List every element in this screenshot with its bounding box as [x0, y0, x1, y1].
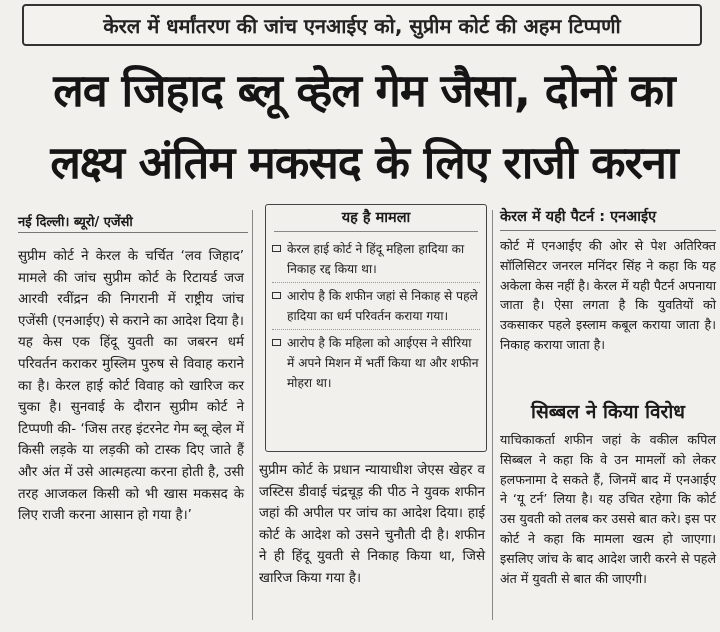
right-subheading: सिब्बल ने किया विरोध: [531, 401, 685, 423]
box-item: [272, 236, 480, 283]
right-body-text-lower: याचिकाकर्ता शफीन जहां के वकील कपिल सिब्बल ने कहा कि वे उन मामलों को लेकर हलफनामा दे सकते हैं, जिनमें बाद में एनआईए ने ‘यू टर्न’ लिया है। यह उचित रहेगा कि कोर्ट उस युवती को तलब कर उससे बात करे। इस पर कोर्ट ने कहा कि मामला खत्म हो जाएगा। इसलिए जांच के बाद आदेश जारी करने से पहले अंत में युवती से बात की जाएगी।: [500, 432, 716, 586]
box-item-text: आरोप है कि शफीन जहां से निकाह से पहले हादिया का धर्म परिवर्तन कराया गया।: [287, 289, 478, 323]
kicker-strap: केरल में धर्मांतरण की जांच एनआईए को, सुप्रीम कोर्ट की अहम टिप्पणी: [22, 4, 702, 46]
column-divider: [492, 210, 493, 620]
headline: [14, 54, 714, 198]
headline-line-1: लव जिहाद ब्लू व्हेल गेम जैसा, दोनों का: [53, 64, 675, 117]
left-body-text: सुप्रीम कोर्ट ने केरल के चर्चित ‘लव जिहाद’ मामले की जांच सुप्रीम कोर्ट के रिटायर्ड जज आरवी रवींद्रन की निगरानी में राष्ट्रीय जांच एजेंसी (एनआईए) से कराने का आदेश दिया है। यह केस एक हिंदू युवती का जबरन धर्म परिवर्तन कराकर मुस्लिम पुरुष से विवाह कराने का है। केरल हाई कोर्ट विवाह को खारिज कर चुका है। सुनवाई के दौरान सुप्रीम कोर्ट ने टिप्पणी की- ‘जिस तरह इंटरनेट गेम ब्लू व्हेल में किसी लड़के या लड़की को टास्क दिए जाते हैं और अंत में उसे आत्महत्या करना होती है, उसी तरह आजकल किसी को भी खास मकसद के लिए राजी करना आसान हो गया है।’: [18, 249, 244, 524]
headline-line-2: लक्ष्य अंतिम मकसद के लिए राजी करना: [50, 136, 678, 189]
right-column-lower: [500, 430, 716, 588]
box-list: [272, 236, 480, 396]
left-column: [18, 246, 244, 527]
right-column-heading: केरल में यही पैटर्न : एनआईए: [500, 206, 716, 231]
case-summary-box: [265, 204, 487, 452]
middle-body-text: सुप्रीम कोर्ट के प्रधान न्यायाधीश जेएस खेहर व जस्टिस डीवाई चंद्रचूड़ की पीठ ने युवक शफीन जहां की अपील पर जांच का आदेश दिया। हाई कोर्ट के आदेश को उसने चुनौती दी है। शफीन ने ही हिंदू युवती से निकाह किया था, जिसे खारिज किया गया है।: [259, 463, 485, 586]
square-bullet-icon: [272, 339, 281, 346]
column-divider: [252, 210, 253, 620]
square-bullet-icon: [272, 245, 281, 252]
box-title: यह है मामला: [274, 205, 478, 232]
right-column: [500, 236, 716, 355]
right-body-text: कोर्ट में एनआईए की ओर से पेश अतिरिक्त सॉलिसिटर जनरल मनिंदर सिंह ने कहा कि यह अकेला केस नहीं है। केरल में यही पैटर्न अपनाया जाता है। ऐसा लगता है कि युवतियों को उकसाकर पहले इस्लाम कबूल कराया जाता है। निकाह कराया जाता है।: [500, 238, 716, 352]
square-bullet-icon: [272, 292, 281, 299]
dateline: नई दिल्ली। ब्यूरो/ एजेंसी: [18, 212, 248, 233]
middle-column: [259, 460, 485, 590]
box-item-text: केरल हाई कोर्ट ने हिंदू महिला हादिया का निकाह रद्द किया था।: [287, 242, 465, 276]
box-item-text: आरोप है कि महिला को आईएस ने सीरिया में अपने मिशन में भर्ती किया था और शफीन मोहरा था।: [287, 336, 479, 390]
box-item: [272, 283, 480, 330]
box-item: [272, 330, 480, 396]
